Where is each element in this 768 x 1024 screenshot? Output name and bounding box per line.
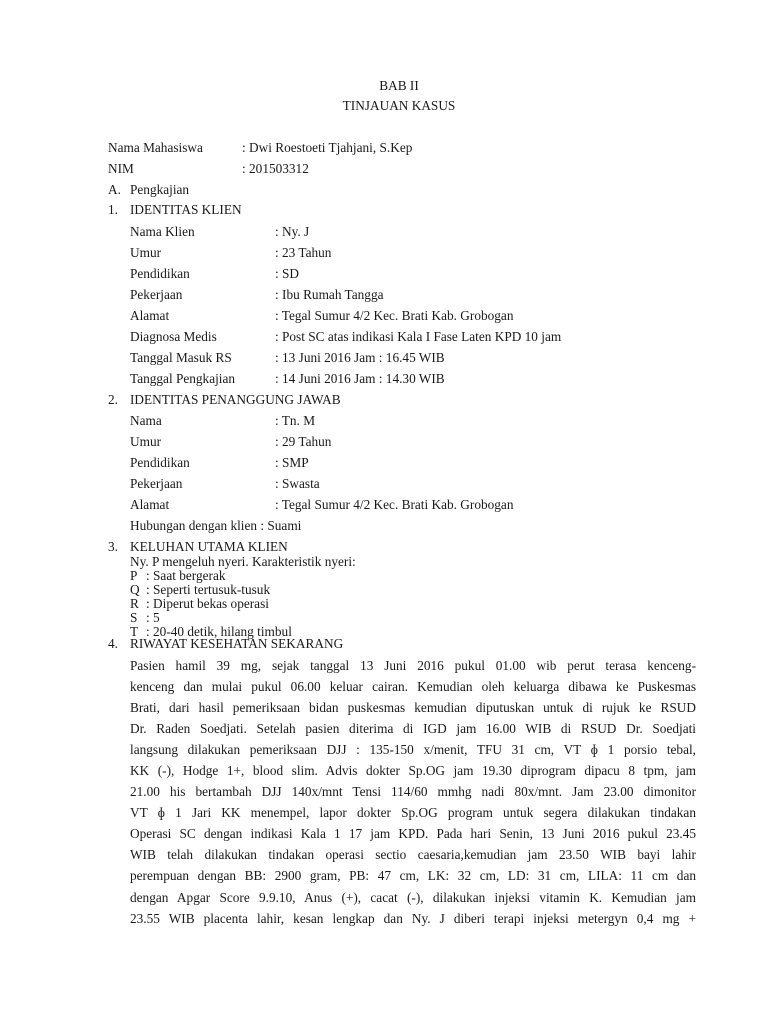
klien-label: Pekerjaan [130,287,183,302]
klien-value: : 14 Juni 2016 Jam : 14.30 WIB [275,371,445,386]
pqrst-key: Q [130,582,140,597]
paragraph-line: dengan Apgar Score 9.9.10, Anus (+), cacat (-), dilakukan injeksi vitamin K. Kemudian jam [130,889,696,905]
section-4-number: 4. [108,636,118,651]
pqrst-key: R [130,596,139,611]
klien-label: Tanggal Masuk RS [130,350,232,365]
penanggung-value: : Tn. M [275,413,316,428]
paragraph-line: Dr. Raden Soedjati. Setelah pasien diterima di IGD jam 16.00 WIB di RSUD Dr. Soedjati [130,721,696,737]
klien-label: Nama Klien [130,224,195,239]
paragraph-line: Operasi SC dengan indikasi Kala 1 17 jam KPD. Pada hari Senin, 13 Juni 2016 pukul 23.45 [130,826,696,842]
pqrst-value: : 5 [146,610,160,625]
penanggung-value: : SMP [275,455,309,470]
penanggung-label: Umur [130,434,162,449]
paragraph-line: kenceng dan mulai pukul 06.00 keluar cairan. Kemudian oleh keluarga dibawa ke Puskesmas [130,679,696,695]
penanggung-label: Pekerjaan [130,476,183,491]
penanggung-value: : Tegal Sumur 4/2 Kec. Brati Kab. Grobogan [275,497,514,512]
klien-value: : 13 Juni 2016 Jam : 16.45 WIB [275,350,445,365]
klien-label: Diagnosa Medis [130,329,217,344]
chapter-heading: BAB II [379,78,419,93]
pqrst-key: T [130,624,139,639]
klien-value: : Post SC atas indikasi Kala I Fase Laten KPD 10 jam [275,329,562,344]
klien-label: Umur [130,245,162,260]
penanggung-value: : Swasta [275,476,320,491]
klien-value: : SD [275,266,300,281]
penanggung-label: Pendidikan [130,455,190,470]
section-1-title: IDENTITAS KLIEN [130,202,242,217]
section-3-number: 3. [108,539,118,554]
klien-value: : Ibu Rumah Tangga [275,287,384,302]
student-name-value: : Dwi Roestoeti Tjahjani, S.Kep [242,140,413,155]
penanggung-label: Alamat [130,497,170,512]
nim-label: NIM [108,161,134,176]
paragraph-line: 21.00 his bertambah DJJ 140x/mnt Tensi 114/60 mmhg nadi 80x/mnt. Jam 23.00 dimonitor [130,784,696,800]
section-1-number: 1. [108,202,118,217]
klien-value: : Tegal Sumur 4/2 Kec. Brati Kab. Grobogan [275,308,514,323]
paragraph-line: 23.55 WIB placenta lahir, kesan lengkap dan Ny. J diberi terapi injeksi metergyn 0,4 mg + [130,910,696,926]
paragraph-line: KK (-), Hodge 1+, blood slim. Advis dokter Sp.OG jam 19.30 diprogram dipacu 8 tpm, jam [130,763,696,779]
section-3-title: KELUHAN UTAMA KLIEN [130,539,288,554]
klien-value: : 23 Tahun [275,245,332,260]
section-heading: TINJAUAN KASUS [342,98,456,113]
paragraph-line: Brati, dari hasil pemeriksaan bidan puskesmas kemudian diputuskan untuk di rujuk ke RSUD [130,700,696,716]
section-a-title: Pengkajian [130,182,190,197]
klien-label: Pendidikan [130,266,190,281]
klien-value: : Ny. J [275,224,310,239]
pqrst-key: P [130,568,138,583]
section-a-marker: A. [108,182,121,197]
penanggung-label: Nama [130,413,162,428]
student-name-label: Nama Mahasiswa [108,140,203,155]
pqrst-value: : Diperut bekas operasi [146,596,269,611]
penanggung-value: : 29 Tahun [275,434,332,449]
pqrst-value: : 20-40 detik, hilang timbul [146,624,292,639]
pqrst-value: : Seperti tertusuk-tusuk [146,582,271,597]
riwayat-paragraph [130,655,696,929]
keluhan-intro: Ny. P mengeluh nyeri. Karakteristik nyeri: [130,554,356,569]
paragraph-line: VT ɸ 1 Jari KK menempel, lapor dokter Sp.OG program untuk segera dilakukan tindakan [130,805,696,821]
pqrst-key: S [130,610,138,625]
klien-label: Alamat [130,308,170,323]
paragraph-line: perempuan dengan BB: 2900 gram, PB: 47 cm, LK: 32 cm, LD: 31 cm, LILA: 11 cm dan [130,868,696,884]
paragraph-line: WIB telah dilakukan tindakan operasi sectio caesaria,kemudian jam 23.50 WIB bayi lahir [130,847,696,863]
pqrst-value: : Saat bergerak [146,568,226,583]
paragraph-line: langsung dilakukan pemeriksaan DJJ : 135-150 x/menit, TFU 31 cm, VT ɸ 1 porsio tebal, [130,742,696,758]
section-4-title: RIWAYAT KESEHATAN SEKARANG [130,636,344,651]
paragraph-line: Pasien hamil 39 mg, sejak tanggal 13 Juni 2016 pukul 01.00 wib perut terasa kenceng- [130,658,696,673]
section-2-number: 2. [108,392,118,407]
section-2-title: IDENTITAS PENANGGUNG JAWAB [130,392,341,407]
hubungan-line: Hubungan dengan klien : Suami [130,518,302,533]
klien-label: Tanggal Pengkajian [130,371,236,386]
nim-value: : 201503312 [242,161,309,176]
